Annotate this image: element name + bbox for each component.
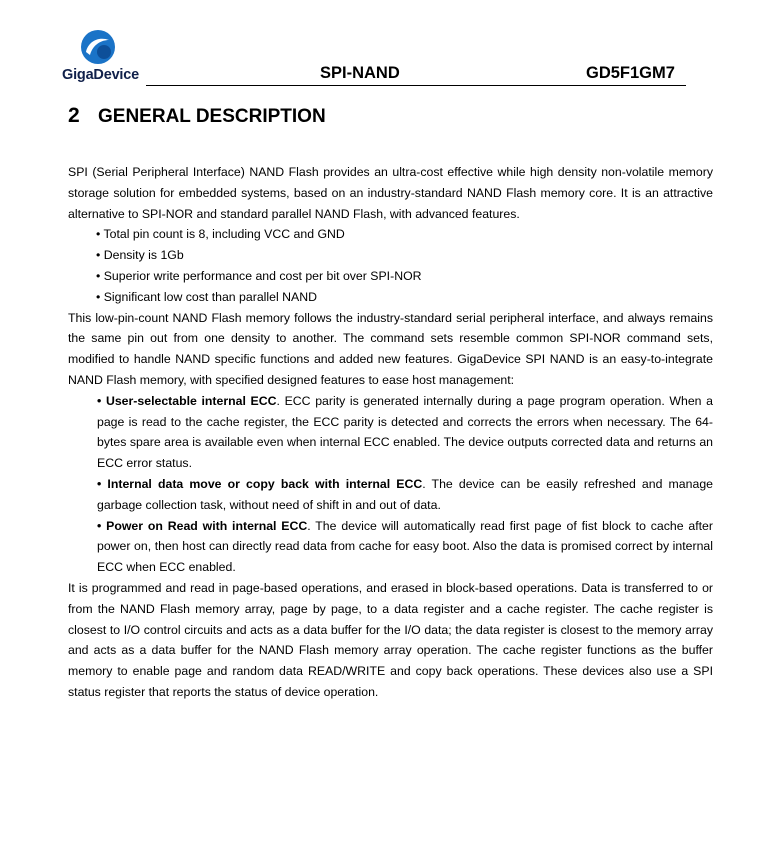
ecc-feature-list [68,391,713,578]
feature-list [68,224,713,307]
body-content [68,162,713,703]
section-title: GENERAL DESCRIPTION [98,106,326,127]
header-divider [146,85,686,86]
section-number: 2 [68,104,80,127]
header-product: SPI-NAND [320,64,400,82]
section-heading [68,104,326,128]
feature-title: • User-selectable internal ECC [97,393,277,408]
feature-item [97,474,713,516]
company-logo [60,28,140,88]
list-item: • Superior write performance and cost per bit over SPI-NOR [96,268,422,283]
feature-text: . ECC parity is generated internally during a page program operation. When a page is read to the cache register, the ECC parity is detected and corrects the errors when necessary. The 64-bytes spare area is available even when internal ECC enabled. The device outputs corrected data and returns an ECC error status. [97,393,714,471]
feature-text: . The device will automatically read first page of fist block to cache after power on, then host can directly read data from cache for easy boot. Also the data is promised correct by internal ECC when ECC enabled. [97,518,713,575]
feature-title: • Internal data move or copy back with internal ECC [97,476,423,491]
feature-item [97,516,713,578]
list-item: • Total pin count is 8, including VCC and GND [96,227,345,242]
feature-text: . The device can be easily refreshed and manage garbage collection task, without need of shift in and out of data. [97,476,713,512]
feature-title: • Power on Read with internal ECC [97,518,308,533]
header-part-number: GD5F1GM7 [586,64,675,82]
list-item: • Significant low cost than parallel NAND [96,289,317,304]
list-item: • Density is 1Gb [96,248,184,263]
feature-item [97,391,713,474]
intro-paragraph: SPI (Serial Peripheral Interface) NAND Flash provides an ultra-cost effective while high density non-volatile memory storage solution for embedded systems, based on an industry-standard NAND Flash memory core. It is an attractive alternative to SPI-NOR and standard parallel NAND Flash, with advanced features. [68,165,713,221]
pin-out-paragraph: This low-pin-count NAND Flash memory follows the industry-standard serial peripheral interface, and always remains the same pin out from one density to another. The command sets resemble common SPI-NOR command sets, modified to handle NAND specific functions and added new features. GigaDevice SPI NAND is an easy-to-integrate NAND Flash memory, with specified designed features to ease host management: [68,310,713,387]
gigadevice-logo-icon [78,28,118,68]
operations-paragraph: It is programmed and read in page-based operations, and erased in block-based operations. Data is transferred to or from the NAND Flash memory array, page by page, to a data register and a cache register. The cache register is closest to I/O control circuits and acts as a data buffer for the I/O data; the data register is closest to the memory array and acts as a data buffer for the NAND Flash memory array operation. The cache register functions as the buffer memory to enable page and random data READ/WRITE and copy back operations. These devices also use a SPI status register that reports the status of device operation. [68,580,713,699]
company-name: GigaDevice [62,67,139,83]
